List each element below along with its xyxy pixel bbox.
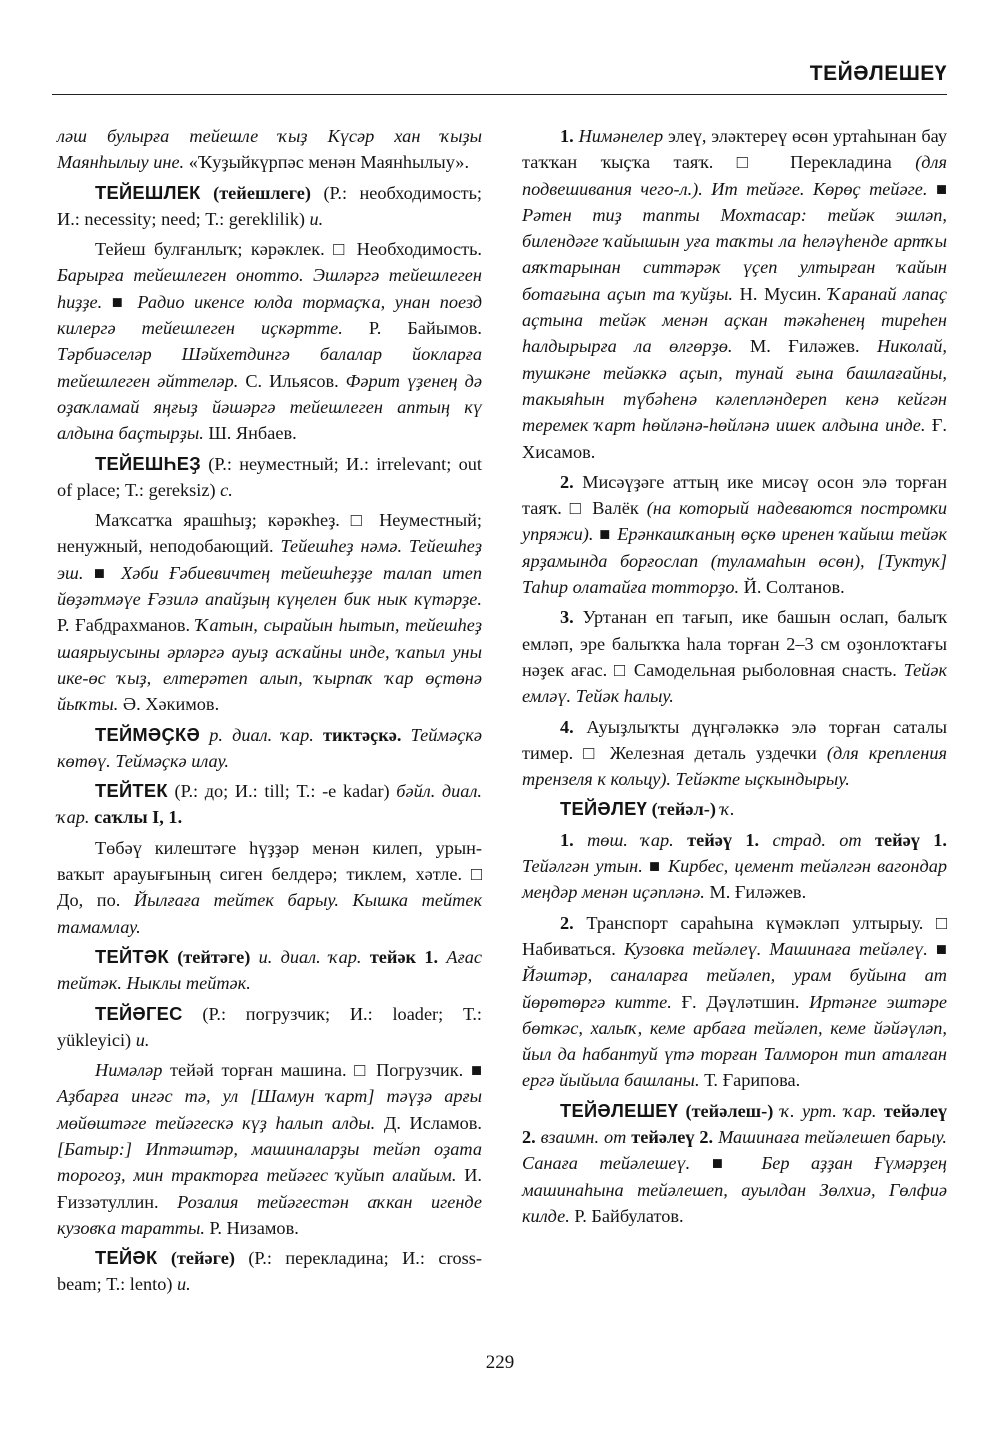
text-run <box>574 830 587 850</box>
italic-run: Йәштәр, саналарға тейәлеп, урам буйына ат йөрөтөргә китте. <box>522 965 947 1012</box>
italic-run: [Батыр:] Иптәштәр, машиналарҙы тейәп оҙата торогоҙ, мин тракторға тейәгес ҡуйып алайым. <box>57 1138 482 1186</box>
right-column <box>522 123 947 1229</box>
text-run: Маҡсатҡа ярашһыҙ; кәрәкһеҙ. □ Неуместный; ненужный, неподобающий. <box>57 510 482 557</box>
text-run: «Ҡуҙыйкүрпәс менән Маянһылыу». <box>188 152 470 173</box>
bold-run: тейәлеү 2. <box>631 1126 714 1147</box>
text-run: Ауыҙлыҡты дүңгәләккә элә торған саталы тимер. □ Железная деталь уздечки <box>522 716 947 763</box>
bold-run: (тейәге) <box>170 1248 235 1269</box>
text-run: ■ <box>642 856 669 877</box>
italic-run: Радио икенсе юлда тормаҫҡа, унан поезд килергә тейешлеген иҫкәртте. <box>57 291 482 339</box>
entry-headline <box>57 778 482 831</box>
italic-run: Ағас тейтәк. Ныклы тейтәк. <box>57 946 482 994</box>
text-run: (Р.: неуместный; И.: irrelevant; out of place; Т.: gereksiz) <box>57 453 482 500</box>
italic-run: с. <box>220 479 233 500</box>
definition-paragraph <box>522 604 947 709</box>
text-run: ■ <box>593 524 618 545</box>
italic-run: (на который надеваются постромки упряжи). <box>522 498 948 545</box>
bold-run: 2. <box>560 471 574 492</box>
text-run: ■ <box>83 562 122 583</box>
bold-run: (тейешлеге) <box>213 182 312 203</box>
italic-run: страд. от <box>772 829 862 850</box>
italic-run: и. <box>177 1274 191 1295</box>
header-rule <box>52 94 947 95</box>
bold-run: (тейәл-) <box>651 799 716 820</box>
italic-run: Барырға тейешлеген онотто. Эшләргә тейешлеген һиҙҙе. <box>57 265 482 312</box>
text-run: Ғ. Дәүләтшин. <box>671 991 810 1012</box>
text-run: Тейеш булғанлыҡ; кәрәклек. □ Необходимость. <box>95 239 482 260</box>
entry-headline <box>57 180 482 233</box>
text-run: Транспорт сараһына күмәкләп ултырыу. □ Набиваться. <box>522 912 947 959</box>
bold-run: 2. <box>560 912 574 933</box>
italic-run: Рәтен тиҙ тапты Мохтасар: тейәк эшләп, билендәге ҡайышын уға таҡты ла һеләүһенде артҡы аяҡтарынан ситтәрәк үҫеп ултырған ҡайын ботағына аҫып та ҡуйҙы. <box>522 204 947 304</box>
italic-run: Николай, тушкәне тейәккә аҫып, тунай ғына башлағайны, такыяһын түбәһенә кәлепләндереп кенә кейгән теремек ҡарт һөйләнә-һөйләнә ишек алдына инде. <box>522 336 947 436</box>
text-run: тейәй торған машина. □ Погрузчик. ■ <box>162 1060 482 1081</box>
italic-run: Теймәҫкә көтөү. Теймәҫкә илау. <box>57 724 482 771</box>
definition-paragraph <box>57 835 482 940</box>
italic-run: Розалия тейәгестән аҡкан игенде кузовҡа таратты. <box>57 1191 482 1238</box>
left-column <box>57 123 482 1298</box>
headword: ТЕЙТӘК <box>95 945 169 967</box>
text-run: Р. Байбулатов. <box>569 1205 684 1226</box>
bold-run: (тейәлеш-) <box>685 1100 774 1121</box>
italic-run: и. диал. ҡар. <box>258 946 362 967</box>
text-run <box>362 947 370 967</box>
entry-headline <box>57 944 482 997</box>
italic-run: Иртәнге эштәре бөткәс, халыҡ, кеме арбаға тейәлеп, кеме йәйәүләп, йыл да һабантуй үтә торған Талморон тип аталған ергә йыйыла башланы. <box>522 991 947 1091</box>
headword: ТЕЙӘГЕС <box>95 1002 183 1024</box>
entry-headline <box>57 451 482 504</box>
italic-run: (для подвешивания чего-л.). Ит тейәге. Көрөҫ тейәге. <box>522 152 947 199</box>
bold-run: 3. <box>560 607 574 628</box>
italic-run: (для крепления трензеля к кольцу). Тейәкте ыҫкындырыу. <box>522 742 947 790</box>
italic-run: Тейәк емләү. Тейәк һалыу. <box>522 659 947 707</box>
text-run: Ә. Хәкимов. <box>118 694 220 715</box>
text-run: ■ <box>102 291 138 312</box>
bold-run: саҡлы I, 1. <box>94 807 183 828</box>
bold-run: тейәү 1. <box>875 829 947 850</box>
bold-run: 1. <box>560 126 574 146</box>
italic-run: и. <box>135 1029 150 1050</box>
definition-paragraph <box>522 714 947 793</box>
bold-run: (тейтәге) <box>177 946 251 967</box>
text-run: ■ <box>927 938 947 959</box>
bold-run: 1. <box>560 829 574 850</box>
text-run <box>759 830 772 850</box>
text-run <box>314 725 323 745</box>
headword: ТЕЙМӘҪКӘ <box>95 723 201 745</box>
italic-run: Машинаға тейәлешеп барыу. Санаға тейәлешеү. <box>522 1126 947 1174</box>
text-run: (Р.: перекладина; И.: cross-beam; Т.: lento) <box>57 1248 482 1295</box>
text-run: Й. Солтанов. <box>739 577 845 598</box>
italic-run: ләш булырға тейешле ҡыҙ Күсәр хан ҡыҙы Маянһылыу ине. <box>57 126 482 173</box>
text-run: элеү, эләктереү өсөн уртаһынан бау таҡҡан ҡыҫҡа таяҡ. □ Перекладина <box>522 126 948 173</box>
text-run: (Р.: до; И.: till; Т.: -e kadar) <box>167 781 397 802</box>
text-run <box>169 947 177 967</box>
italic-run: р. диал. ҡар. <box>209 724 314 745</box>
text-run <box>201 183 213 203</box>
definition-paragraph <box>57 236 482 446</box>
text-run: Ғ. Хисамов. <box>522 415 947 462</box>
italic-run: и. <box>309 208 324 229</box>
italic-run: ҡ. <box>720 799 735 820</box>
headword: ТЕЙТЕК <box>95 780 168 802</box>
definition-paragraph <box>522 469 947 600</box>
italic-run: Тейешһеҙ нәмә. Тейешһеҙ эш. <box>57 536 482 583</box>
entry-headline <box>57 722 482 775</box>
text-run: Төбәү килештәге һүҙҙәр менән килеп, урын-ваҡыт арауығының сиген белдерә; тиклем, хәтле. □ До, по. <box>57 837 482 911</box>
definition-paragraph <box>522 123 947 465</box>
text-run <box>773 1101 780 1121</box>
entry-headline <box>57 1245 482 1298</box>
text-run: ■ <box>927 178 947 199</box>
text-run: Н. Мусин. <box>732 283 829 304</box>
continued-text <box>57 123 482 176</box>
headword: ТЕЙЕШҺЕҘ <box>95 452 201 474</box>
italic-run: Аҙбарға ингәс тә, ул [Шамун ҡарт] тәүҙә арғы мөйөштәге тейәгескә күҙ һалып алды. <box>57 1086 482 1133</box>
text-run: Мисәүҙәге аттың ике мисәү осон элә торған таяҡ. □ Валёк <box>522 471 947 519</box>
text-run <box>401 725 410 745</box>
italic-run: Фәрит үҙенең дә оҙаҡламай яңғыҙ йәшәргә тейешлеген аптың кү алдына баҫтырҙы. <box>57 370 482 444</box>
bold-run: тейәк 1. <box>369 946 439 967</box>
bold-run: тейәү 1. <box>687 829 760 850</box>
text-run <box>250 947 258 967</box>
text-run: Д. Исламов. <box>375 1112 482 1133</box>
text-run <box>862 830 875 850</box>
definition-paragraph <box>57 1057 482 1241</box>
text-run: И. Ғиззәтуллин. <box>57 1165 482 1212</box>
text-run: М. Ғиләжев. <box>732 336 878 357</box>
definition-paragraph <box>522 1098 947 1229</box>
italic-run: бәйл. диал. ҡар. <box>57 781 482 828</box>
italic-run: Йылғаға тейтек барыу. Кышка тейтек тамамлау. <box>57 890 482 937</box>
definition-paragraph <box>57 507 482 717</box>
italic-run: Хәби Ғәбиевичтең тейешһеҙҙе талап итеп йөҙәтмәүе Ғәзилә апайҙың күңелен бик нык күтәрҙе. <box>57 562 482 610</box>
bold-run: 4. <box>560 716 574 737</box>
headword: ТЕЙӘЛЕШЕҮ <box>560 1099 679 1121</box>
bold-run: тиктәҫкә. <box>323 724 402 745</box>
text-run: Р. Низамов. <box>204 1217 299 1238</box>
italic-run: Тәрбиәселәр Шәйхетдингә балалар йокларға тейешлеген әйттеләр. <box>57 344 482 391</box>
italic-run: Кирбес, цемент тейәлгән вагондар меңдәр менән иҫәпләнә. <box>522 856 947 903</box>
text-run: М. Ғиләжев. <box>704 882 807 903</box>
italic-run: Кузовка тейәлеү. Машинаға тейәлеү. <box>623 938 928 959</box>
text-run <box>877 1101 884 1121</box>
entry-headline <box>522 796 947 822</box>
text-run: Уртанан еп тағып, ике башын ослап, балыҡ емләп, эре балыҡҡа һала торған 2–3 см оҙонлоҡтағы нәҙек ағас. □ Самодельная рыболовная снасть. <box>522 607 947 680</box>
text-run: Р. Ғабдрахманов. <box>57 615 196 636</box>
italic-run: Ҡаранай лапаҫ аҫтына тейәк менән аҫкан тәкәһенең тиреһен һалдырырға ла өлгөрҙө. <box>522 283 947 357</box>
italic-run: Ерәнкашҡаның өҫкө иренен ҡайыш тейәк ярҙамында борғослап (туламаһын өсөн), [Туктук] Таһир олатайға тотторҙо. <box>522 524 947 598</box>
italic-run: Бер аҙҙан Ғүмәрҙең машинаһына тейәлешеп, ауылдан Зөлхиә, Гөлфиә килде. <box>522 1153 948 1226</box>
italic-run: ҡ. урт. ҡар. <box>780 1100 877 1121</box>
text-run <box>200 725 209 745</box>
text-run: (Р.: необходимость; И.: necessity; need; Т.: gereklilik) <box>57 182 482 229</box>
text-run: Ш. Янбаев. <box>203 423 297 444</box>
text-run: Т. Ғарипова. <box>699 1070 801 1091</box>
text-run: Р. Байымов. <box>342 318 482 339</box>
text-run <box>674 830 687 850</box>
italic-run: взаимн. от <box>540 1126 627 1147</box>
page-number: 229 <box>485 1352 515 1373</box>
bold-run: тейәлеү 2. <box>522 1100 948 1147</box>
italic-run: Тейәлгән утын. <box>522 856 643 877</box>
italic-run: төш. ҡар. <box>587 829 674 850</box>
italic-run: Нимәнелер <box>578 126 664 146</box>
text-run: (Р.: погрузчик; И.: loader; Т.: yükleyici) <box>57 1003 482 1050</box>
text-run: ■ <box>690 1153 762 1174</box>
entry-headline <box>57 1001 482 1054</box>
headword: ТЕЙЕШЛЕК <box>95 181 201 203</box>
headword: ТЕЙӘК <box>95 1247 158 1269</box>
text-run <box>157 1248 170 1268</box>
running-head: ТЕЙӘЛЕШЕҮ <box>809 62 947 85</box>
definition-paragraph <box>522 910 947 1094</box>
italic-run: Ҡатын, сырайын һытып, тейешһеҙ шаярыусыны әрләргә ауыҙ асҡайны инде, ҡапыл уны ике-өс ҡыҙ, елтерәтеп алып, ҡырпаҡ ҡар өҫтөнә йыҡты. <box>57 615 482 715</box>
definition-paragraph <box>522 827 947 906</box>
headword: ТЕЙӘЛЕҮ <box>560 798 648 820</box>
italic-run: Нимәләр <box>95 1060 163 1081</box>
text-run: С. Ильясов. <box>238 370 346 391</box>
